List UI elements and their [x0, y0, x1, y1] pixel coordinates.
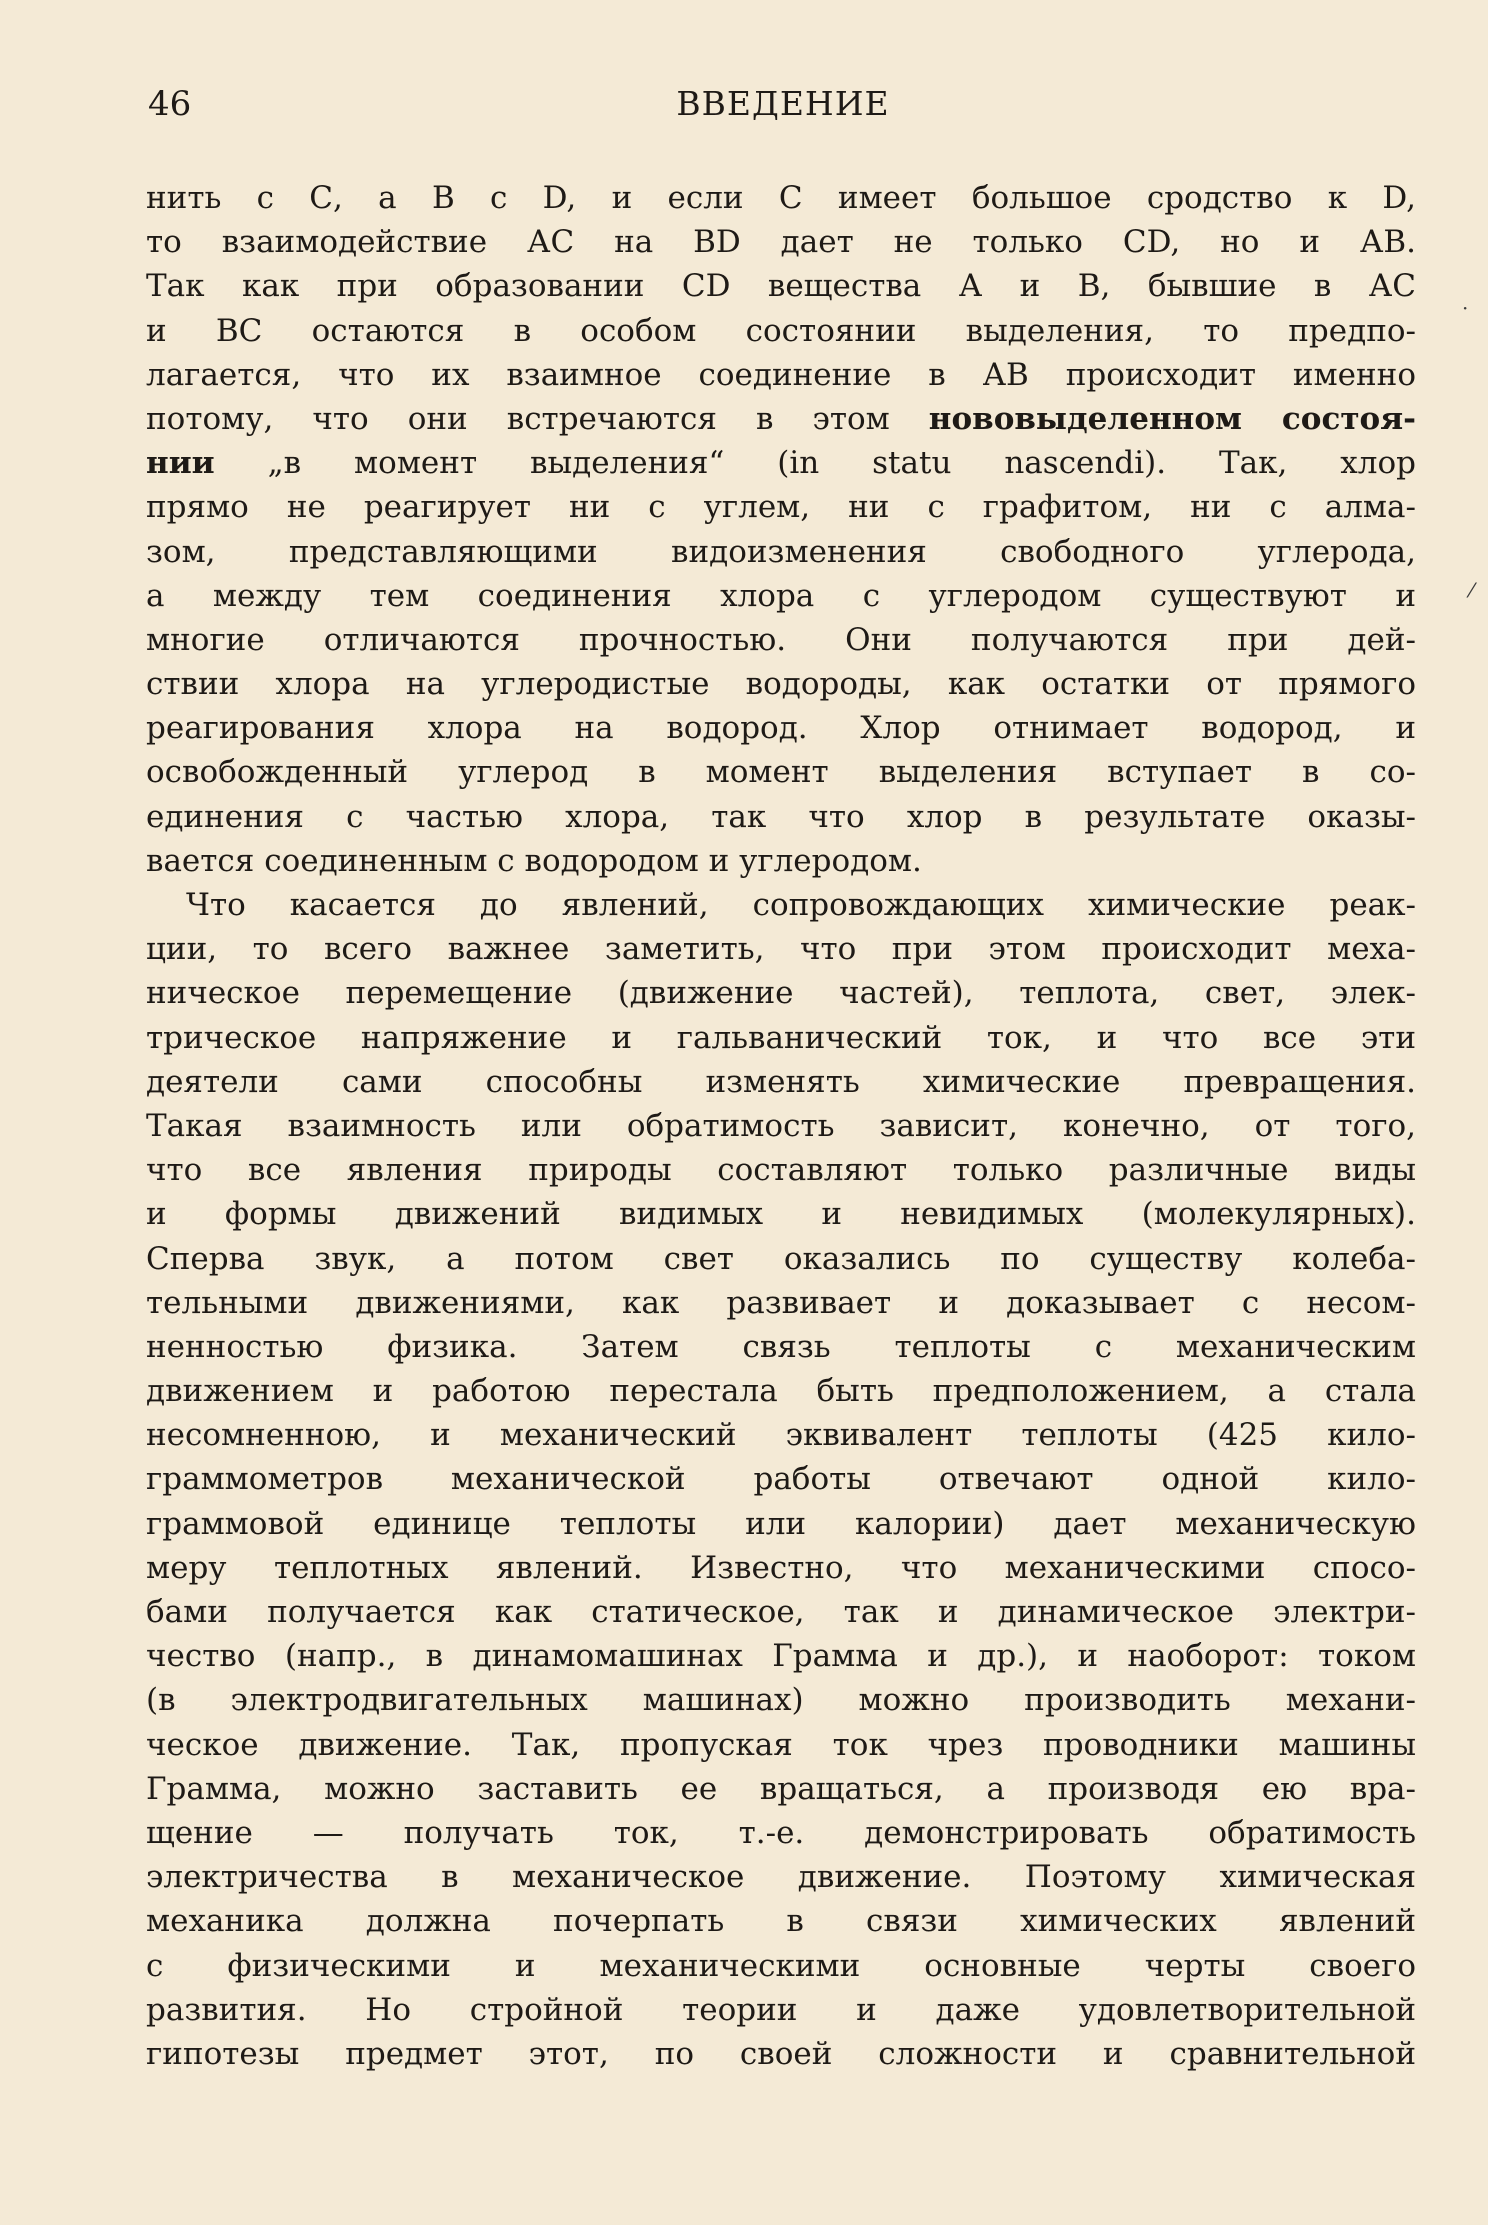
text-line: несомненною, и механический эквивалент теплоты (425 кило- [146, 1417, 1416, 1454]
bold-term: нии [146, 445, 215, 482]
text-line: механика должна почерпать в связи химических явлений [146, 1903, 1416, 1940]
paragraph [146, 883, 1416, 2076]
text-line: бами получается как статическое, так и динамическое электри- [146, 1594, 1416, 1630]
paragraph [146, 176, 1416, 883]
text-line: Что касается до явлений, сопровождающих химические реак- [186, 887, 1416, 923]
text-line: деятели сами способны изменять химические превращения. [146, 1063, 1416, 1100]
text-line: а между тем соединения хлора с углеродом существуют и [146, 577, 1416, 614]
text-line: чество (напр., в динамомашинах Грамма и др.), и наоборот: током [146, 1638, 1416, 1675]
page-number: 46 [148, 84, 192, 124]
text-line: ническое перемещение (движение частей), теплота, свет, элек- [146, 975, 1416, 1012]
text-line: ненностью физика. Затем связь теплоты с механическим [146, 1328, 1416, 1365]
text-line: многие отличаются прочностью. Они получаются при дей- [146, 621, 1416, 658]
text-run: „в момент выделения“ (in statu nascendi). Так, хлор [214, 445, 1416, 482]
text-line: Грамма, можно заставить ее вращаться, а производя ею вра- [146, 1770, 1416, 1807]
text-line: ствии хлора на углеродистые водороды, как остатки от прямого [146, 666, 1416, 703]
bold-term: нововыделенном состоя- [928, 400, 1416, 437]
text-line: с физическими и механическими основные черты своего [146, 1947, 1416, 1984]
text-run: потому, что они встречаются в этом [146, 400, 929, 437]
text-line: что все явления природы составляют только различные виды [146, 1152, 1416, 1189]
text-line: ческое движение. Так, пропуская ток чрез проводники машины [146, 1726, 1416, 1763]
text-line [146, 397, 1416, 441]
text-line: граммовой единице теплоты или калории) дает механическую [146, 1505, 1416, 1542]
margin-tick: ⁄ [1470, 578, 1474, 602]
text-line: и ВС остаются в особом состоянии выделения, то предпо- [146, 312, 1416, 349]
text-line: развития. Но стройной теории и даже удовлетворительной [146, 1991, 1416, 2028]
text-line: электричества в механическое движение. Поэтому химическая [146, 1859, 1416, 1896]
text-line: меру теплотных явлений. Известно, что механическими спосо- [146, 1549, 1416, 1586]
text-line: трическое напряжение и гальванический ток, и что все эти [146, 1019, 1416, 1056]
running-title: ВВЕДЕНИЕ [676, 84, 890, 123]
text-line: ции, то всего важнее заметить, что при этом происходит меха- [146, 931, 1416, 968]
text-line: вается соединенным с водородом и углеродом. [146, 842, 922, 879]
text-line: (в электродвигательных машинах) можно производить механи- [146, 1682, 1416, 1719]
margin-speck: · [1462, 296, 1469, 320]
text-line: движением и работою перестала быть предположением, а стала [146, 1373, 1416, 1410]
text-line: гипотезы предмет этот, по своей сложности и сравнительной [146, 2035, 1416, 2072]
text-line [146, 441, 1416, 485]
text-line: Так как при образовании CD вещества А и В, бывшие в АС [146, 268, 1416, 305]
body-text [146, 176, 1416, 2076]
text-line: Сперва звук, а потом свет оказались по существу колеба- [146, 1240, 1416, 1277]
text-line: тельными движениями, как развивает и доказывает с несом- [146, 1284, 1416, 1321]
text-line: то взаимодействие АС на BD дает не только CD, но и АВ. [146, 224, 1416, 261]
text-line: щение — получать ток, т.-е. демонстрировать обратимость [146, 1814, 1416, 1851]
text-line: единения с частью хлора, так что хлор в результате оказы- [146, 798, 1416, 835]
text-line: и формы движений видимых и невидимых (молекулярных). [146, 1196, 1416, 1233]
text-line: лагается, что их взаимное соединение в АВ происходит именно [146, 356, 1416, 393]
text-line: Такая взаимность или обратимость зависит, конечно, от того, [146, 1107, 1416, 1144]
text-line: освобожденный углерод в момент выделения вступает в со- [146, 754, 1416, 791]
text-line: зом, представляющими видоизменения свободного углерода, [146, 533, 1416, 570]
page-header [148, 84, 1418, 134]
text-line: граммометров механической работы отвечают одной кило- [146, 1461, 1416, 1498]
text-line: реагирования хлора на водород. Хлор отнимает водород, и [146, 710, 1416, 747]
text-line: прямо не реагирует ни с углем, ни с графитом, ни с алма- [146, 489, 1416, 526]
text-line: нить с С, а В с D, и если С имеет большое сродство к D, [146, 180, 1416, 216]
